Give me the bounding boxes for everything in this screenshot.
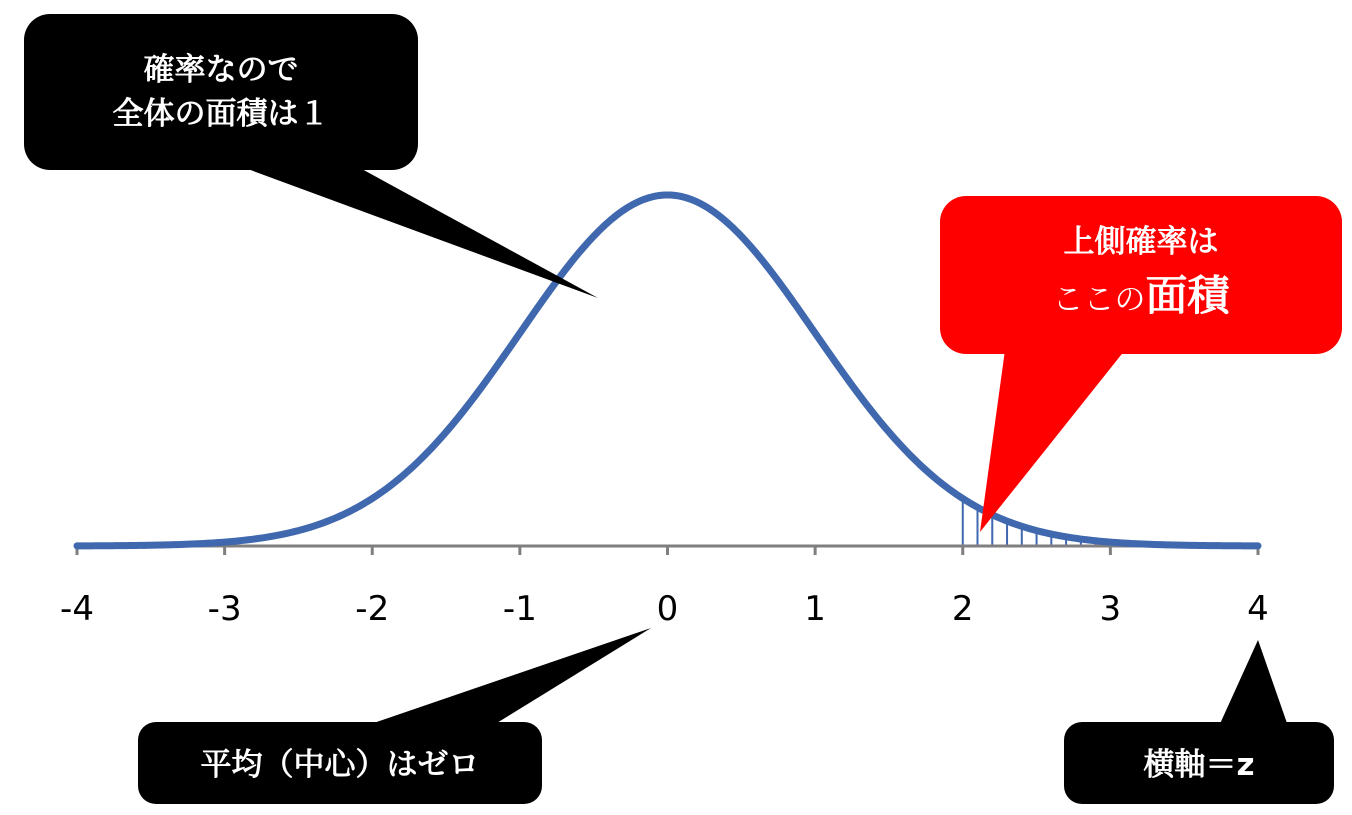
callout-mean-zero-pointer xyxy=(365,628,651,726)
callout-mean-zero-text: 平均（中心）はゼロ xyxy=(200,747,480,783)
x-tick-label: 2 xyxy=(951,589,974,629)
callout-upper-probability-emphasis: 面積 xyxy=(1145,271,1230,320)
callout-upper-probability-line2-text: ここの xyxy=(1052,282,1146,318)
callout-horizontal-axis-text: 横軸＝z xyxy=(1143,747,1255,783)
x-tick-label: -1 xyxy=(502,589,537,629)
x-tick-label: -4 xyxy=(60,589,94,629)
callout-upper-probability-pointer xyxy=(980,350,1125,532)
x-tick-label: 0 xyxy=(656,589,679,629)
callout-total-area-line2: 全体の面積は１ xyxy=(112,96,330,132)
x-tick-label: 4 xyxy=(1247,589,1269,629)
callout-total-area xyxy=(24,14,598,298)
callout-upper-probability xyxy=(940,196,1342,532)
x-tick-label: -2 xyxy=(355,589,390,629)
callout-total-area-box xyxy=(24,14,418,170)
x-tick-label: 1 xyxy=(804,589,826,629)
callout-upper-probability-box xyxy=(940,196,1342,354)
callout-total-area-pointer xyxy=(245,168,598,298)
callout-mean-zero xyxy=(138,628,651,804)
x-tick-label: 3 xyxy=(1099,589,1122,629)
x-tick-label: -3 xyxy=(207,589,242,629)
callout-horizontal-axis-pointer xyxy=(1219,640,1288,726)
callout-horizontal-axis xyxy=(1064,640,1334,804)
callout-upper-probability-line1: 上側確率は xyxy=(1063,224,1219,260)
callout-total-area-line1: 確率なので xyxy=(143,52,299,88)
x-axis-tick-labels xyxy=(60,589,1269,629)
